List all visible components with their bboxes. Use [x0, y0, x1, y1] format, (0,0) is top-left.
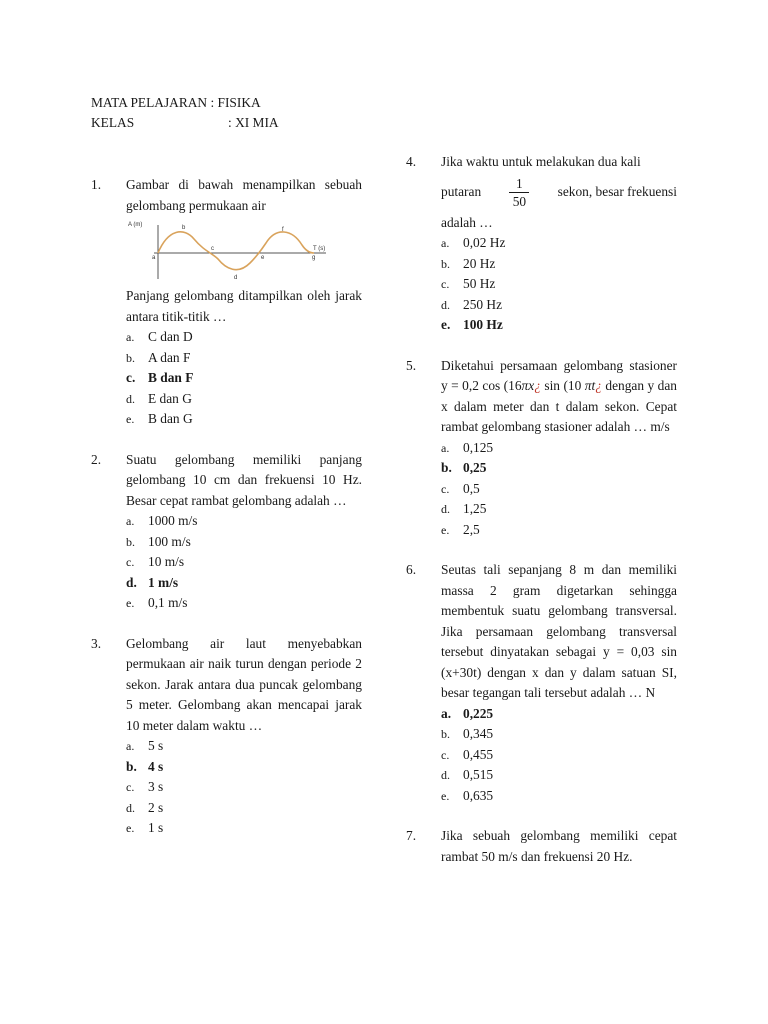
- option-letter: b.: [126, 350, 135, 365]
- option-d[interactable]: [126, 798, 362, 819]
- option-c[interactable]: [441, 274, 677, 295]
- option-letter: c.: [441, 277, 450, 291]
- stem-part: Jika waktu untuk melakukan dua kali: [441, 154, 641, 169]
- option-a[interactable]: [441, 233, 677, 254]
- option-letter: d.: [441, 297, 450, 312]
- option-b[interactable]: [126, 532, 362, 553]
- option-text: 0,225: [463, 705, 494, 721]
- option-b[interactable]: [441, 458, 677, 479]
- option-text: 2,5: [463, 521, 480, 537]
- option-d[interactable]: [441, 499, 677, 520]
- wave-figure: [126, 219, 326, 281]
- question-3: [91, 634, 362, 839]
- option-letter: a.: [441, 236, 450, 250]
- option-d[interactable]: [441, 295, 677, 316]
- option-letter: c.: [126, 780, 135, 794]
- subject-line: [91, 93, 411, 113]
- option-text: C dan D: [148, 329, 193, 344]
- stem-part: sekon, besar frekuensi: [557, 184, 677, 200]
- fraction: [509, 175, 529, 210]
- question-6: [406, 560, 677, 806]
- option-letter: d.: [126, 800, 135, 815]
- y-axis-label: A (m): [128, 222, 143, 228]
- options-list: [126, 511, 362, 614]
- option-letter: e.: [441, 522, 450, 537]
- option-e[interactable]: [126, 818, 362, 839]
- option-c[interactable]: [126, 552, 362, 573]
- wave-curve: [158, 232, 314, 270]
- point-label: a: [152, 255, 156, 261]
- class-label: KELAS: [91, 115, 135, 130]
- option-letter: b.: [441, 460, 452, 475]
- option-e[interactable]: [126, 593, 362, 614]
- stem-part: Diketahui persamaan gelombang stasioner y = 0,2 cos (16: [441, 357, 677, 393]
- document-header: [91, 93, 411, 133]
- option-letter: c.: [126, 555, 135, 569]
- option-letter: e.: [441, 788, 450, 803]
- pi-x-symbol: πx: [521, 378, 535, 393]
- question-4: [406, 152, 677, 336]
- stem-fraction-line: [441, 173, 677, 213]
- option-a[interactable]: [441, 704, 677, 725]
- option-letter: c.: [126, 370, 136, 385]
- option-letter: a.: [126, 330, 135, 344]
- option-letter: d.: [126, 574, 137, 590]
- option-letter: a.: [441, 440, 450, 455]
- question-number: 2.: [91, 451, 102, 467]
- option-a[interactable]: [126, 511, 362, 532]
- point-label: f: [282, 227, 284, 233]
- option-text: 0,125: [463, 439, 494, 455]
- option-d[interactable]: [441, 765, 677, 786]
- option-text: 20 Hz: [463, 255, 496, 271]
- option-c[interactable]: [441, 745, 677, 766]
- question-1: [91, 175, 362, 430]
- option-letter: e.: [126, 596, 135, 610]
- option-text: 1,25: [463, 501, 487, 516]
- question-stem: [441, 356, 677, 438]
- question-number: 4.: [406, 154, 417, 169]
- option-text: 2 s: [148, 799, 164, 815]
- option-c[interactable]: [126, 368, 362, 389]
- option-text: 3 s: [148, 779, 164, 794]
- fraction-denominator: 50: [512, 194, 527, 209]
- option-text: 0,1 m/s: [148, 595, 188, 610]
- point-label: d: [234, 275, 238, 281]
- option-text: 0,25: [463, 460, 487, 475]
- option-text: 1000 m/s: [148, 513, 198, 528]
- option-e[interactable]: [441, 315, 677, 336]
- question-stem: Suatu gelombang memiliki panjang gelombang 10 cm dan frekuensi 10 Hz. Besar cepat rambat gelombang adalah …: [126, 451, 362, 508]
- option-letter: e.: [126, 412, 135, 426]
- stem-part: sin (10: [540, 378, 585, 393]
- option-c[interactable]: [126, 777, 362, 798]
- option-text: 1 m/s: [148, 574, 179, 590]
- option-letter: d.: [441, 502, 450, 516]
- question-stem: Jika sebuah gelombang memiliki cepat rambat 50 m/s dan frekuensi 20 Hz.: [441, 828, 677, 864]
- option-letter: a.: [126, 739, 135, 753]
- option-a[interactable]: [126, 736, 362, 757]
- option-e[interactable]: [441, 520, 677, 541]
- option-b[interactable]: [126, 757, 362, 778]
- option-a[interactable]: [441, 438, 677, 459]
- option-letter: a.: [441, 705, 452, 721]
- option-b[interactable]: [441, 254, 677, 275]
- stem-part: adalah …: [441, 214, 493, 230]
- class-line: [91, 113, 411, 133]
- question-number: 3.: [91, 635, 102, 651]
- option-text: B dan G: [148, 411, 193, 426]
- point-label: b: [182, 225, 186, 231]
- right-column: [406, 152, 677, 887]
- option-letter: a.: [126, 514, 135, 528]
- subject-label: MATA PELAJARAN : FISIKA: [91, 95, 261, 110]
- question-5: [406, 356, 677, 541]
- question-number: 6.: [406, 562, 417, 577]
- option-a[interactable]: [126, 327, 362, 348]
- option-letter: c.: [441, 747, 450, 762]
- question-stem: Gelombang air laut menyebabkan permukaan air naik turun dengan periode 2 sekon. Jarak antara dua puncak gelombang 5 meter. Gelombang akan mencapai jarak 10 meter dalam waktu …: [126, 635, 362, 733]
- option-letter: d.: [441, 768, 450, 782]
- option-text: A dan F: [148, 349, 191, 365]
- question-stem-continued: Panjang gelombang ditampilkan oleh jarak antara titik-titik …: [126, 288, 362, 324]
- options-list: [441, 438, 677, 541]
- option-e[interactable]: [126, 409, 362, 430]
- option-c[interactable]: [441, 479, 677, 500]
- options-list: [441, 233, 677, 336]
- option-b[interactable]: [126, 348, 362, 369]
- question-stem: Seutas tali sepanjang 8 m dan memiliki massa 2 gram digetarkan sehingga membentuk suatu gelombang transversal. Jika persamaan gelombang transversal tersebut dinyatakan sebagai y = 0,03 sin (x+30t) dengan x dan y dalam satuan SI, besar tegangan tali tersebut adalah … N: [441, 562, 677, 700]
- option-letter: b.: [441, 727, 450, 741]
- question-stem: Gambar di bawah menampilkan sebuah gelombang permukaan air: [126, 177, 362, 213]
- point-label: c: [211, 246, 214, 252]
- point-label: g: [312, 255, 316, 261]
- option-text: 250 Hz: [463, 296, 503, 312]
- question-7: [406, 826, 677, 867]
- option-letter: c.: [441, 481, 450, 496]
- option-letter: b.: [441, 256, 450, 271]
- option-text: 1 s: [148, 820, 164, 835]
- option-text: 100 Hz: [463, 317, 503, 332]
- option-text: 4 s: [148, 758, 164, 774]
- option-letter: b.: [126, 758, 137, 774]
- point-label: e: [261, 255, 265, 261]
- question-number: 1.: [91, 177, 102, 192]
- options-list: [441, 704, 677, 807]
- option-d[interactable]: [126, 389, 362, 410]
- question-number: 5.: [406, 357, 417, 373]
- option-letter: d.: [126, 391, 135, 406]
- question-stem: [441, 152, 677, 173]
- options-list: [126, 327, 362, 430]
- pi-t-symbol: πt: [584, 378, 596, 393]
- option-text: 0,02 Hz: [463, 235, 506, 250]
- options-list: [126, 736, 362, 839]
- question-number: 7.: [406, 828, 417, 843]
- option-e[interactable]: [441, 786, 677, 807]
- stem-part: putaran: [441, 184, 482, 200]
- option-text: 0,345: [463, 726, 494, 741]
- option-text: 0,455: [463, 746, 494, 762]
- left-column: [91, 175, 362, 859]
- stem-part: dengan y dan x dalam meter dan t dalam sekon. Cepat rambat gelombang stasioner adalah … m/s: [441, 378, 678, 434]
- option-text: B dan F: [148, 370, 194, 385]
- option-text: E dan G: [148, 390, 192, 406]
- option-text: 50 Hz: [463, 276, 496, 291]
- option-d[interactable]: [126, 573, 362, 594]
- option-letter: b.: [126, 534, 135, 549]
- option-text: 100 m/s: [148, 533, 191, 549]
- x-axis-label: T (s): [313, 246, 326, 252]
- error-glyph: ¿: [595, 378, 602, 393]
- option-text: 10 m/s: [148, 554, 185, 569]
- option-text: 5 s: [148, 738, 164, 753]
- class-value: : XI MIA: [228, 115, 279, 130]
- fraction-numerator: 1: [516, 176, 523, 191]
- option-b[interactable]: [441, 724, 677, 745]
- option-letter: e.: [441, 317, 451, 332]
- option-letter: e.: [126, 821, 135, 835]
- question-2: [91, 450, 362, 614]
- option-text: 0,5: [463, 480, 480, 496]
- option-text: 0,635: [463, 787, 494, 803]
- error-glyph: ¿: [534, 378, 541, 393]
- option-text: 0,515: [463, 767, 494, 782]
